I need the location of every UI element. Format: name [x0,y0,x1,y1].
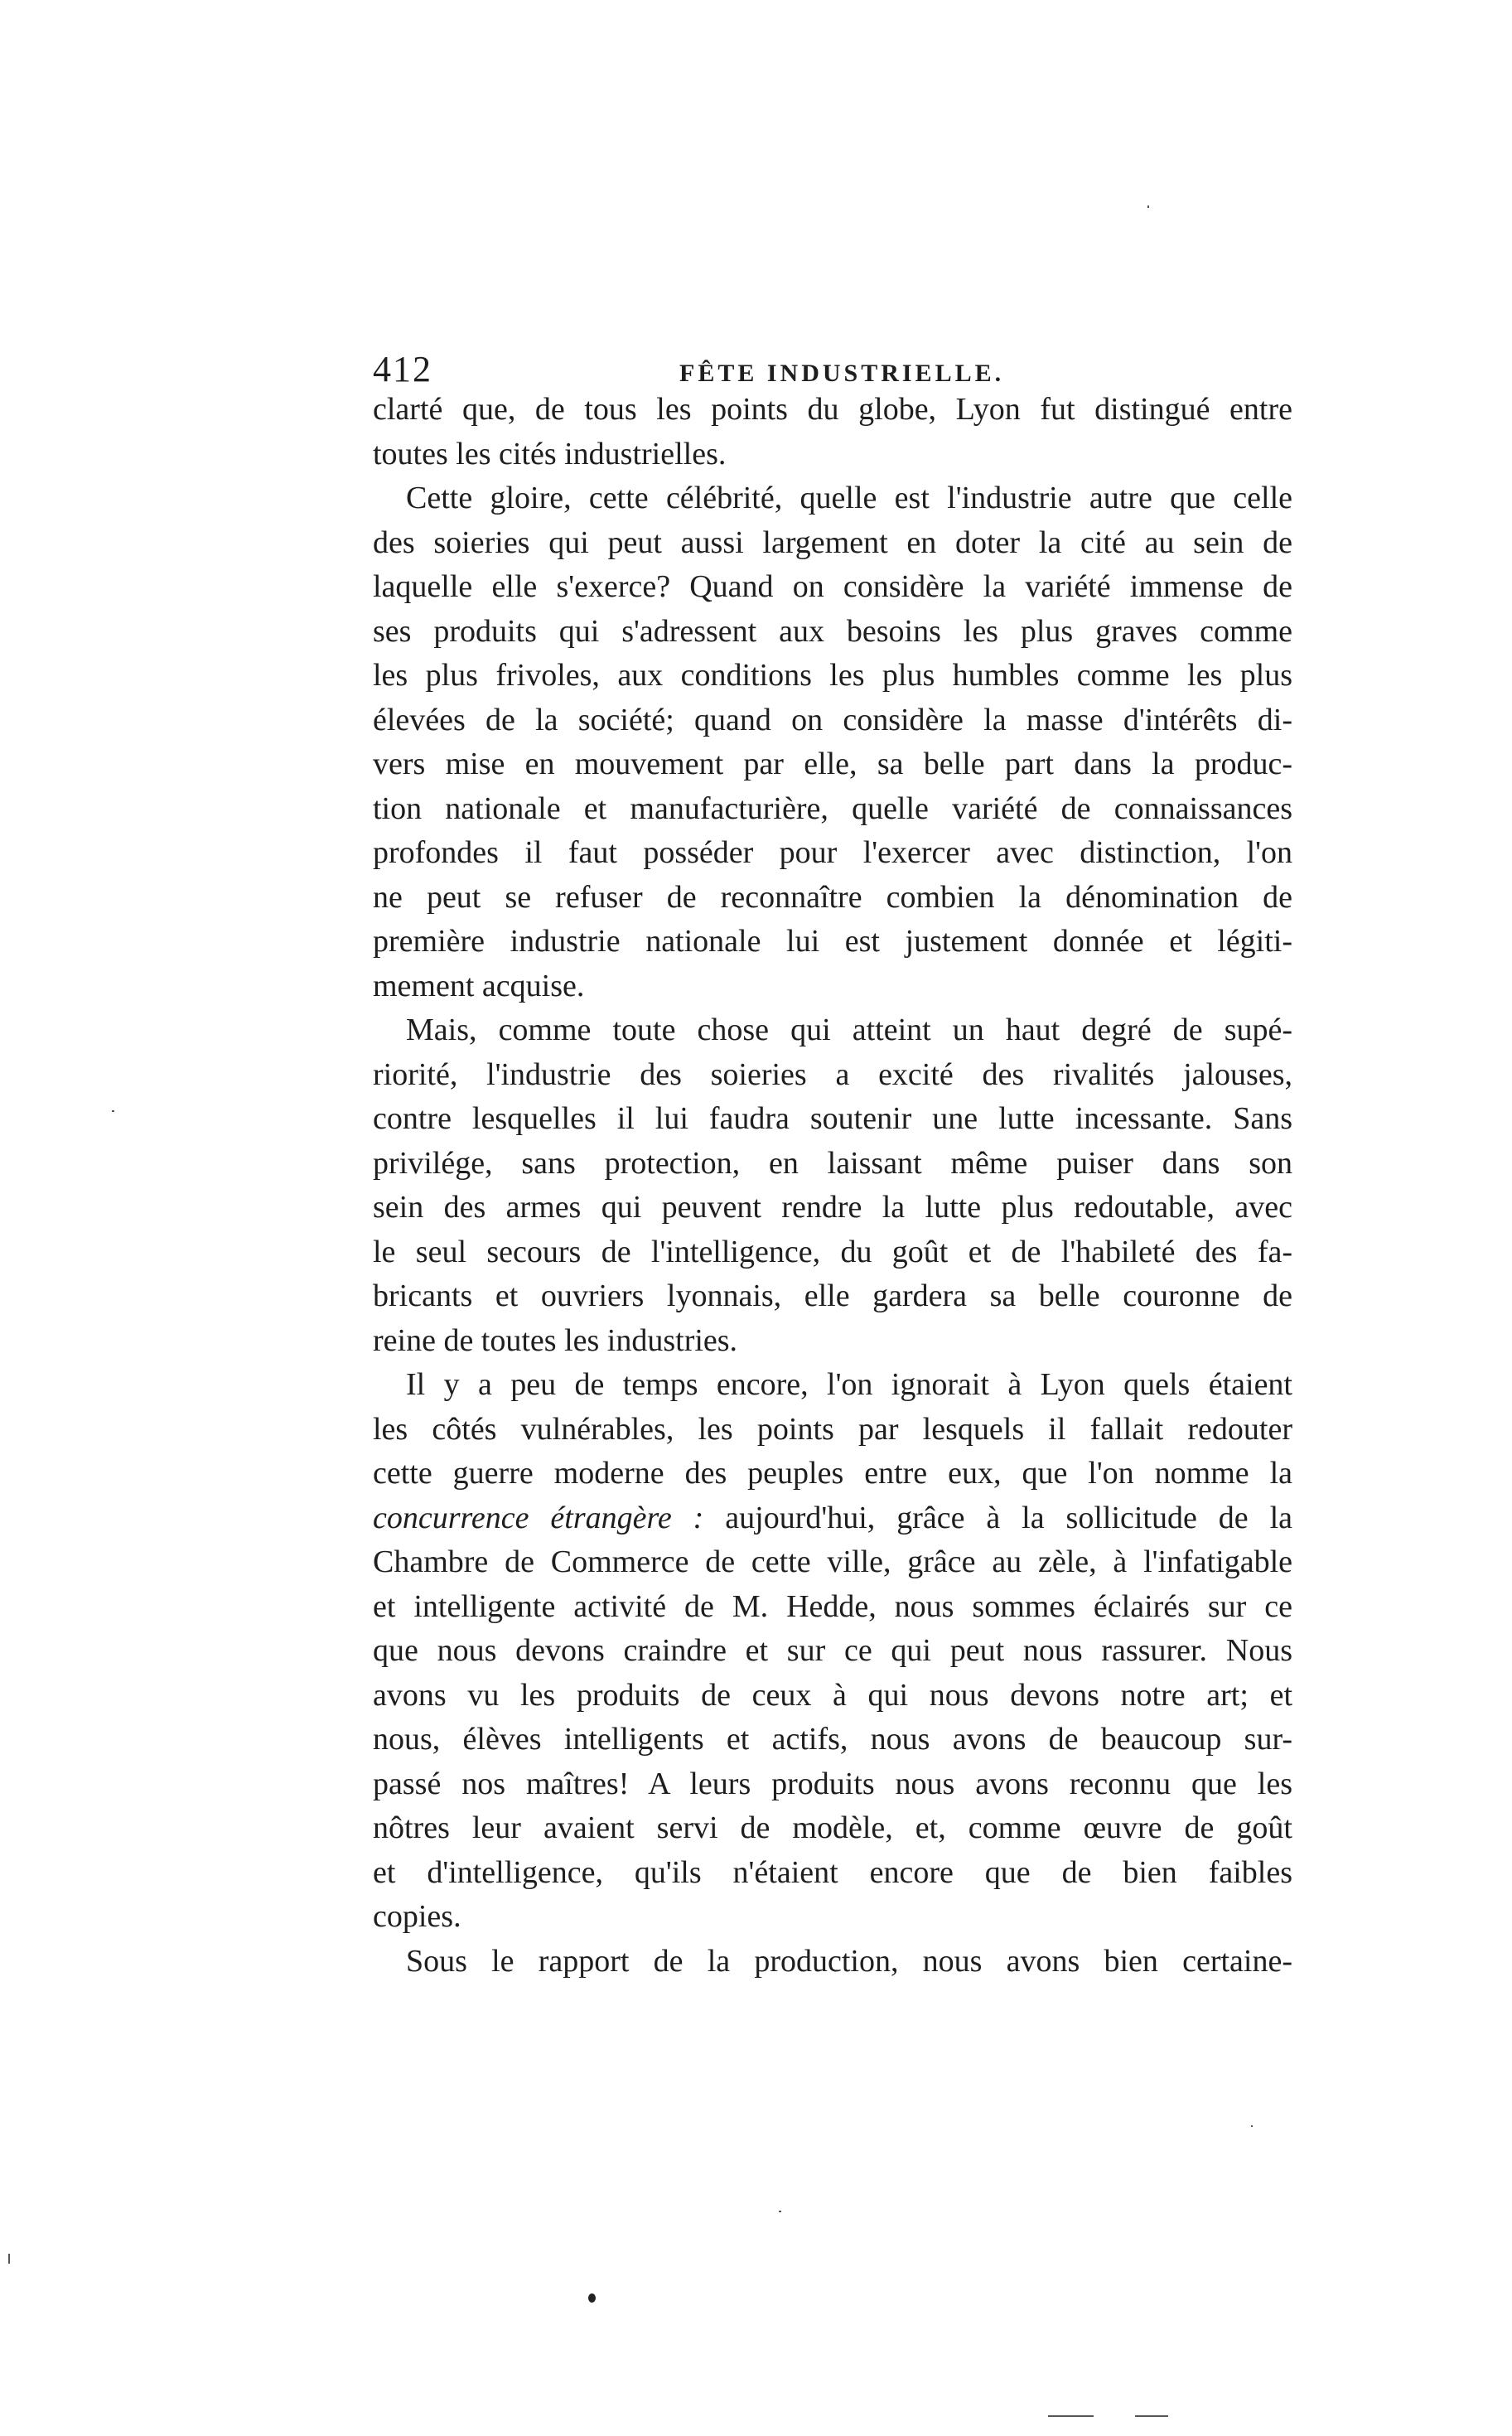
italic-phrase: concurrence étrangère : [373,1500,704,1535]
text-line: cette guerre moderne des peuples entre eux, que l'on nomme la [373,1456,1292,1491]
text-line: passé nos maîtres! A leurs produits nous avons reconnu que les [373,1766,1292,1801]
text-line: Chambre de Commerce de cette ville, grâce au zèle, à l'infatigable [373,1544,1292,1579]
text-line: nous, élèves intelligents et actifs, nous avons de beaucoup sur- [373,1722,1292,1757]
ink-dot [588,2293,596,2303]
text-line: avons vu les produits de ceux à qui nous devons notre art; et [373,1677,1292,1713]
scan-speck [1147,205,1149,208]
text-line: ses produits qui s'adressent aux besoins les plus graves comme [373,613,1292,649]
text-line: première industrie nationale lui est justement donnée et légiti- [373,924,1292,959]
text-line: Mais, comme toute chose qui atteint un haut degré de supé- [406,1013,1292,1047]
text-line: copies. [373,1899,461,1934]
text-line: des soieries qui peut aussi largement en doter la cité au sein de [373,524,1292,560]
text-line: tion nationale et manufacturière, quelle variété de connaissances [373,790,1292,826]
scan-speck [8,2254,10,2264]
text-line-rest: aujourd'hui, grâce à la sollicitude de la [725,1500,1292,1535]
text-line: riorité, l'industrie des soieries a excité des rivalités jalouses, [373,1056,1292,1092]
text-line-with-italic [373,1496,1292,1541]
text-line: privilége, sans protection, en laissant même puiser dans son [373,1145,1292,1181]
text-line: sein des armes qui peuvent rendre la lutte plus redoutable, avec [373,1190,1292,1225]
text-line: mement acquise. [373,968,585,1003]
text-line: le seul secours de l'intelligence, du goût et de l'habileté des fa- [373,1234,1292,1269]
scan-speck [779,2211,781,2212]
body-text [373,388,1292,1984]
text-line: bricants et ouvriers lyonnais, elle gardera sa belle couronne de [373,1278,1292,1313]
scan-speck [1135,2415,1168,2417]
text-line: Il y a peu de temps encore, l'on ignorait à Lyon quels étaient [406,1367,1292,1402]
scan-speck [1251,2125,1253,2127]
text-line: Cette gloire, cette célébrité, quelle est l'industrie autre que celle [406,481,1292,515]
text-line: et d'intelligence, qu'ils n'étaient encore que de bien faibles [373,1854,1292,1890]
scan-speck [1048,2415,1094,2417]
text-line: reine de toutes les industries. [373,1322,738,1358]
text-line: Sous le rapport de la production, nous avons bien certaine- [406,1943,1292,1979]
scan-speck [112,1110,114,1112]
text-line: contre lesquelles il lui faudra soutenir une lutte incessante. Sans [373,1101,1292,1136]
text-line: les plus frivoles, aux conditions les plus humbles comme les plus [373,658,1292,693]
text-line: profondes il faut posséder pour l'exercer avec distinction, l'on [373,835,1292,870]
text-line: clarté que, de tous les points du globe, Lyon fut distingué entre [373,392,1292,427]
text-line: toutes les cités industrielles. [373,436,727,471]
text-line: que nous devons craindre et sur ce qui peut nous rassurer. Nous [373,1633,1292,1668]
running-head: FÊTE INDUSTRIELLE. [679,360,1005,387]
text-line: élevées de la société; quand on considère la masse d'intérêts di- [373,702,1292,737]
text-line: nôtres leur avaient servi de modèle, et, comme œuvre de goût [373,1810,1292,1845]
page-number: 412 [373,349,432,389]
text-line: ne peut se refuser de reconnaître combien la dénomination de [373,879,1292,915]
text-line: vers mise en mouvement par elle, sa belle part dans la produc- [373,747,1292,781]
text-line: et intelligente activité de M. Hedde, nous sommes éclairés sur ce [373,1588,1292,1624]
text-line: les côtés vulnérables, les points par lesquels il fallait redouter [373,1411,1292,1447]
text-line: laquelle elle s'exerce? Quand on considère la variété immense de [373,569,1292,604]
